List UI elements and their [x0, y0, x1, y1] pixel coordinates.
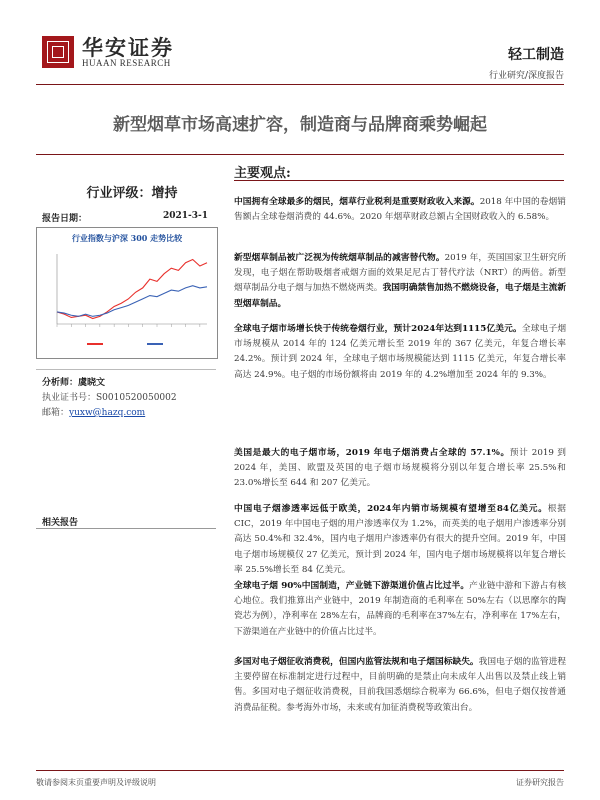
- paragraph-body: 全球电子烟市场规模从 2014 年的 124 亿美元增长至 2019 年的 367 亿美元，年复合增长率 24.2%。预计到 2024 年，全球电子烟市场规模能达到 1115 亿美元，年复合增长率高达 24.9%。电子烟的市场份额将由 2019 年的 4.2%增加至 2024 年的 9.3%。: [234, 324, 567, 380]
- index-comparison-chart: [36, 227, 218, 359]
- paragraph-lead: 全球电子烟市场增长快于传统卷烟行业，预计2024年达到1115亿美元。: [234, 324, 522, 334]
- viewpoint-paragraph: [234, 502, 566, 578]
- viewpoint-paragraph: [234, 251, 566, 312]
- report-type: 行业研究/深度报告: [488, 71, 564, 81]
- footer-label: 证券研究报告: [516, 778, 564, 787]
- viewpoint-paragraph: [234, 195, 566, 225]
- report-date-row: [42, 211, 208, 224]
- sidebar-divider: [36, 369, 216, 370]
- viewpoint-paragraph: [234, 655, 566, 716]
- report-title: 新型烟草市场高速扩容，制造商与品牌商乘势崛起: [113, 115, 487, 135]
- email-label: 邮箱：: [42, 408, 70, 418]
- viewpoint-paragraph: [234, 322, 566, 383]
- series-line-1: [57, 286, 207, 317]
- header-divider: [36, 84, 564, 85]
- paragraph-lead: 美国是最大的电子烟市场，2019 年电子烟消费占全球的 57.1%。: [234, 448, 510, 458]
- paragraph-body: 根据 CIC，2019 年中国电子烟的用户渗透率仅为 1.2%，而英美的电子烟用户渗透率分别高达 50.4%和 32.4%，国内电子烟用户渗透率仍有很大的提升空间。2019 年，中国电子烟市场规模仅 27 亿美元，预计到 2024 年，国内电子烟市场规模将以年复合增长率 25.5%增长至 84 亿美元。: [234, 504, 566, 575]
- footer-divider: [36, 770, 564, 771]
- main-heading: 主要观点:: [234, 166, 291, 181]
- chart-plot: [37, 246, 217, 356]
- footer-disclaimer: 敬请参阅末页重要声明及评级说明: [36, 778, 156, 787]
- paragraph-lead: 新型烟草制品被广泛视为传统烟草制品的减害替代物。: [234, 253, 445, 263]
- viewpoint-paragraph: [234, 446, 566, 492]
- paragraph-lead: 中国拥有全球最多的烟民，烟草行业税利是重要财政收入来源。: [234, 197, 480, 207]
- analyst-cert: 执业证书号：S0010520050002: [42, 393, 177, 403]
- title-divider: [36, 154, 564, 155]
- report-date-label: 报告日期：: [42, 214, 88, 224]
- brand-name-en: HUAAN RESEARCH: [82, 58, 171, 68]
- related-reports-heading: 相关报告: [42, 518, 79, 528]
- analyst-email-link[interactable]: yuxw@hazq.com: [69, 408, 146, 418]
- sector-label: 轻工制造: [508, 47, 564, 63]
- chart-title: 行业指数与沪深 300 走势比较: [71, 233, 183, 243]
- paragraph-body: 2018 年中国的卷烟销售额占全球卷烟消费的 44.6%。2020 年烟草财政总额占全国财政收入的 6.58%。: [234, 197, 566, 223]
- paragraph-lead-2: 我国明确禁售加热不燃烧设备，电子烟是主流新型烟草制品。: [234, 283, 567, 309]
- paragraph-body: 预计 2019 到 2024 年，美国、欧盟及英国的电子烟市场规模将分别以年复合增长率 25.5%和 23.0%增长至 644 和 207 亿美元。: [234, 448, 566, 489]
- paragraph-body: 2019 年，英国国家卫生研究所发现，电子烟在帮助吸烟者戒烟方面的效果足尼古丁替代疗法（NRT）的两倍。新型烟草制品分电子烟与加热不燃烧两类。: [234, 253, 567, 294]
- paragraph-lead: 全球电子烟 90%中国制造，产业链下游渠道价值占比过半。: [234, 581, 470, 591]
- report-date-value: 2021-3-1: [162, 211, 208, 221]
- paragraph-body: 产业链中游和下游占有核心地位。我们推算出产业链中，2019 年制造商的毛利率在 50%左右（以思摩尔的陶瓷芯为例），净利率在 28%左右，品牌商的毛利率在37%左右，净利率在 17%左右，下游渠道在产业链中的价值占比过半。: [234, 581, 567, 637]
- paragraph-lead: 中国电子烟渗透率远低于欧美，2024年内销市场规模有望增至84亿美元。: [234, 504, 548, 514]
- main-heading-divider: [234, 180, 564, 181]
- paragraph-body: 我国电子烟的监管进程主要停留在标准制定进行过程中，目前明确的是禁止向未成年人出售以及禁止线上销售。多国对电子烟征收消费税，目前我国悉烟综合税率为 66.6%，但电子烟仅按普通消费品征税。参考海外市场，未来或有加征消费税等政策出台。: [234, 657, 567, 713]
- company-logo: [42, 36, 74, 68]
- analyst-email-row: [42, 405, 145, 418]
- analyst-name: 分析师：虞晓文: [42, 378, 106, 388]
- related-divider: [36, 528, 216, 529]
- paragraph-lead: 多国对电子烟征收消费税，但国内监管法规和电子烟国标缺失。: [234, 657, 479, 667]
- brand-name-cn: 华安证券: [82, 35, 174, 60]
- industry-rating: 行业评级：增持: [86, 186, 178, 201]
- viewpoint-paragraph: [234, 579, 566, 640]
